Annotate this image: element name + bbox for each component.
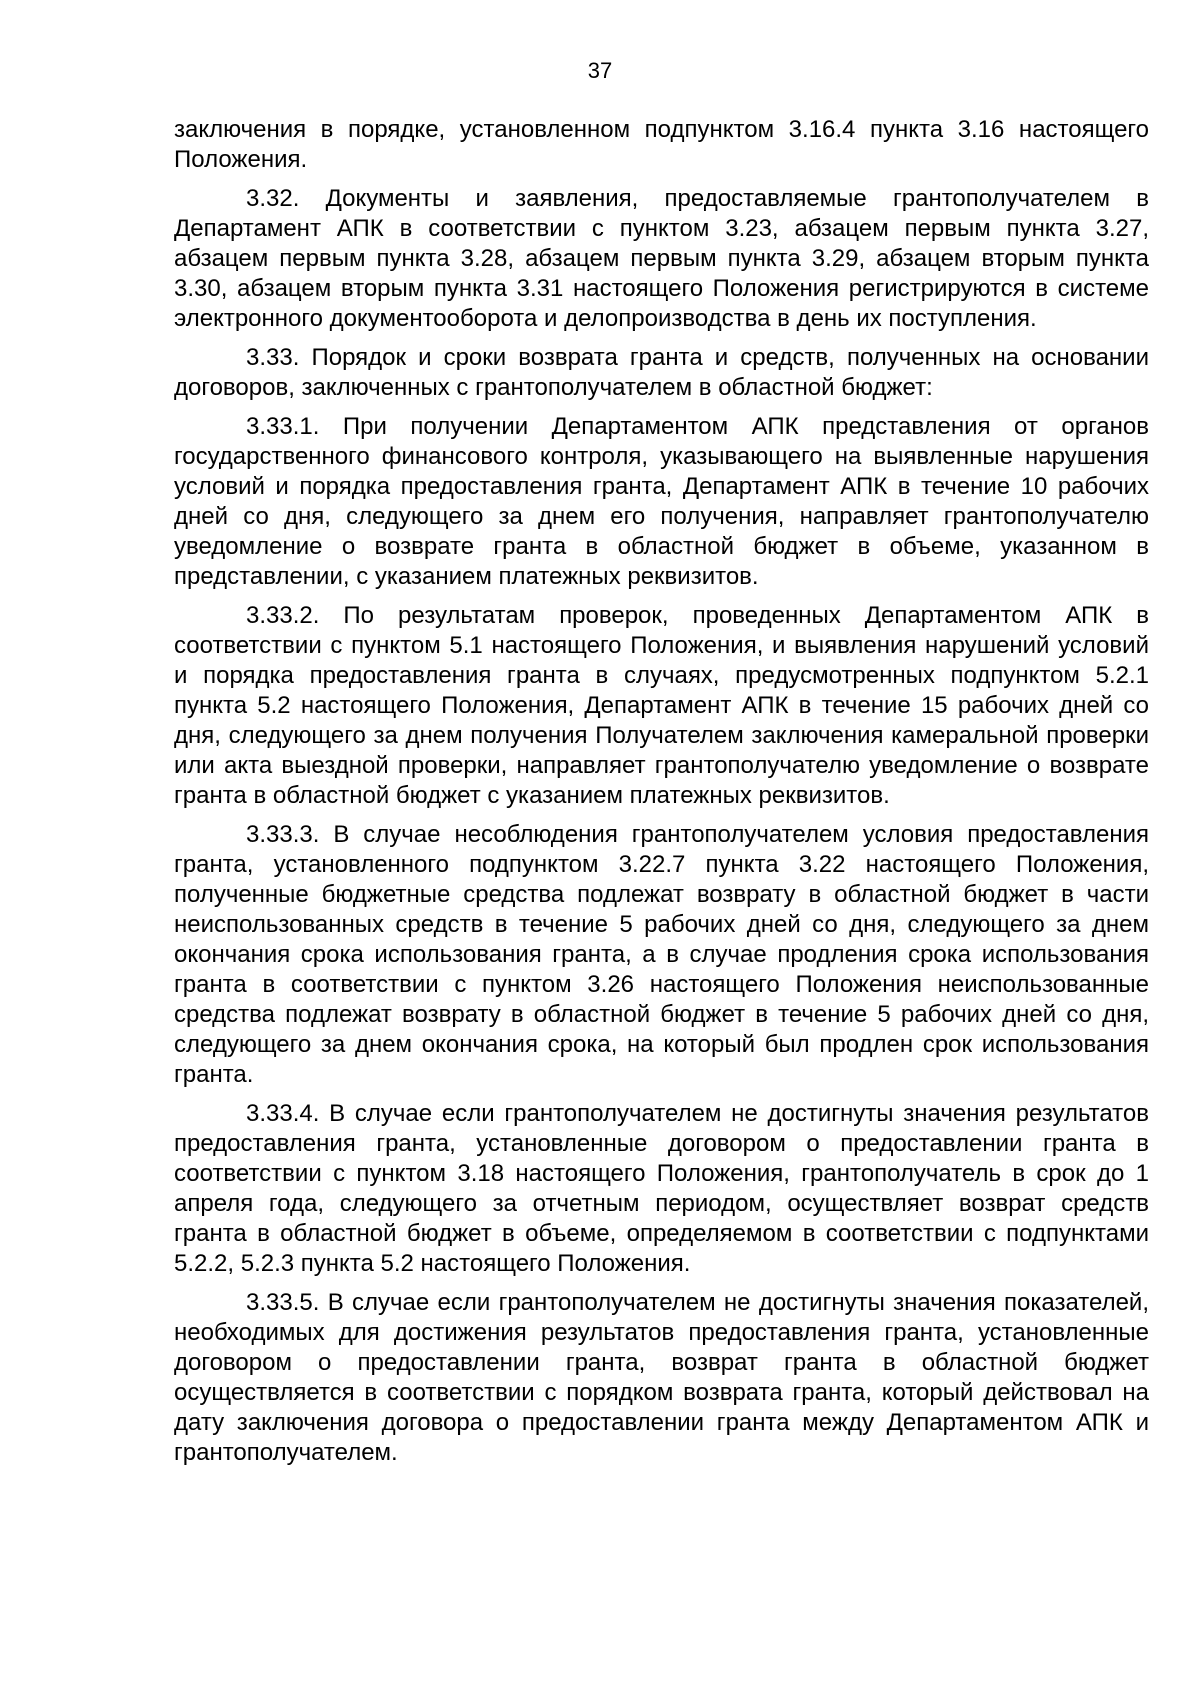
paragraph-3-33-2: 3.33.2. По результатам проверок, проведенных Департаментом АПК в соответствии с пунктом 5.1 настоящего Положения, и выявления нарушений условий и порядка предоставления гранта в случаях, предусмотренных подпунктом 5.2.1 пункта 5.2 настоящего Положения, Департамент АПК в течение 15 рабочих дней со дня, следующего за днем получения Получателем заключения камеральной проверки или акта выездной проверки, направляет грантополучателю уведомление о возврате гранта в областной бюджет с указанием платежных реквизитов. (174, 602, 1149, 809)
paragraph-3-33-4: 3.33.4. В случае если грантополучателем не достигнуты значения результатов предоставления гранта, установленные договором о предоставлении гранта в соответствии с пунктом 3.18 настоящего Положения, грантополучатель в срок до 1 апреля года, следующего за отчетным периодом, осуществляет возврат средств гранта в областной бюджет в объеме, определяемом в соответствии с подпунктами 5.2.2, 5.2.3 пункта 5.2 настоящего Положения. (174, 1100, 1149, 1277)
paragraph-3-33: 3.33. Порядок и сроки возврата гранта и средств, полученных на основании договоров, заключенных с грантополучателем в областной бюджет: (174, 344, 1149, 401)
paragraph-continuation: заключения в порядке, установленном подпунктом 3.16.4 пункта 3.16 настоящего Положения. (174, 116, 1149, 173)
page-number: 37 (587, 58, 613, 83)
paragraph-3-32: 3.32. Документы и заявления, предоставляемые грантополучателем в Департамент АПК в соответствии с пунктом 3.23, абзацем первым пункта 3.27, абзацем первым пункта 3.28, абзацем первым пункта 3.29, абзацем вторым пункта 3.30, абзацем вторым пункта 3.31 настоящего Положения регистрируются в системе электронного документооборота и делопроизводства в день их поступления. (174, 185, 1149, 332)
paragraph-3-33-1: 3.33.1. При получении Департаментом АПК представления от органов государственного финансового контроля, указывающего на выявленные нарушения условий и порядка предоставления гранта, Департамент АПК в течение 10 рабочих дней со дня, следующего за днем его получения, направляет грантополучателю уведомление о возврате гранта в областной бюджет в объеме, указанном в представлении, с указанием платежных реквизитов. (174, 413, 1149, 590)
paragraph-3-33-3: 3.33.3. В случае несоблюдения грантополучателем условия предоставления гранта, установленного подпунктом 3.22.7 пункта 3.22 настоящего Положения, полученные бюджетные средства подлежат возврату в областной бюджет в части неиспользованных средств в течение 5 рабочих дней со дня, следующего за днем окончания срока использования гранта, а в случае продления срока использования гранта в соответствии с пунктом 3.26 настоящего Положения неиспользованные средства подлежат возврату в областной бюджет в течение 5 рабочих дней со дня, следующего за днем окончания срока, на который был продлен срок использования гранта. (174, 821, 1149, 1088)
paragraph-3-33-5: 3.33.5. В случае если грантополучателем не достигнуты значения показателей, необходимых для достижения результатов предоставления гранта, установленные договором о предоставлении гранта, возврат гранта в областной бюджет осуществляется в соответствии с порядком возврата гранта, который действовал на дату заключения договора о предоставлении гранта между Департаментом АПК и грантополучателем. (174, 1289, 1149, 1466)
document-body (174, 115, 1149, 1477)
